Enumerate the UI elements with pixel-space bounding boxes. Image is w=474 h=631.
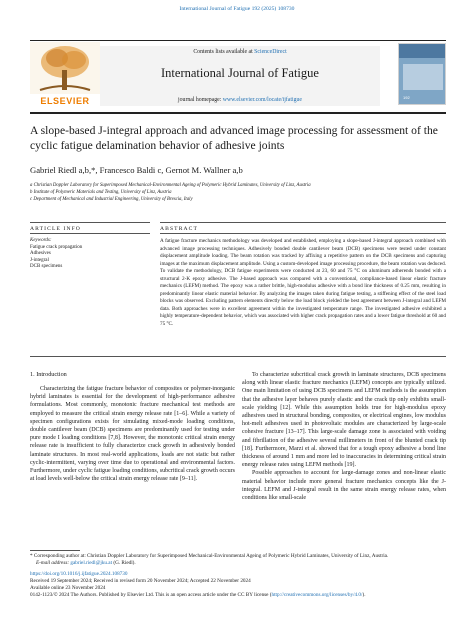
cover-image-band bbox=[403, 64, 443, 90]
contents-line bbox=[100, 49, 380, 55]
journal-cover-thumbnail[interactable] bbox=[398, 43, 446, 105]
corresponding-author-note: * Corresponding author at: Christian Doppler Laboratory for Superimposed Mechanical-Environmental Ageing of Polymeric Hybrid Laminates, University of Linz, Austria. bbox=[30, 553, 389, 559]
footnotes bbox=[30, 553, 446, 600]
abstract-subrule bbox=[160, 233, 446, 234]
homepage-line bbox=[100, 97, 380, 103]
copyright-line bbox=[30, 592, 446, 599]
header-bottom-rule bbox=[30, 112, 446, 114]
keywords-label: Keywords: bbox=[30, 238, 52, 243]
author-list[interactable]: Gabriel Riedl a,b,*, Francesco Baldi c, Gernot M. Wallner a,b bbox=[30, 165, 243, 175]
keywords-block bbox=[30, 238, 150, 271]
article-info-heading: ARTICLE INFO bbox=[30, 226, 81, 232]
copyright-prefix: 0142-1123/© 2024 The Authors. Published by Elsevier Ltd. This is an open access article under the CC BY license ( bbox=[30, 592, 272, 599]
homepage-prefix: journal homepage: bbox=[178, 97, 223, 103]
doi-link[interactable]: https://doi.org/10.1016/j.ijfatigue.2024.108730 bbox=[30, 571, 128, 578]
available-online: Available online 23 November 2024 bbox=[30, 585, 106, 592]
email-label: E-mail address: bbox=[36, 560, 71, 567]
journal-title: International Journal of Fatigue bbox=[161, 66, 319, 80]
keyword-item: Adhesives bbox=[30, 251, 51, 257]
affiliation-c: c Department of Mechanical and Industrial Engineering, University of Brescia, Italy bbox=[30, 197, 193, 203]
affiliation-b: b Institute of Polymeric Materials and Testing, University of Linz, Austria bbox=[30, 190, 172, 196]
homepage-link[interactable]: www.elsevier.com/locate/ijfatigue bbox=[222, 97, 302, 103]
email-suffix: (G. Riedl). bbox=[112, 560, 136, 567]
sciencedirect-link[interactable]: ScienceDirect bbox=[254, 49, 287, 55]
elsevier-tree-logo bbox=[30, 42, 100, 94]
keyword-item: DCB specimens bbox=[30, 264, 63, 270]
email-line bbox=[30, 560, 446, 567]
abstract-bottom-rule bbox=[30, 356, 446, 357]
keyword-item: J-integral bbox=[30, 257, 49, 263]
email-link[interactable]: gabriel.riedl@jku.at bbox=[70, 560, 113, 567]
keyword-item: Fatigue crack propagation bbox=[30, 244, 83, 250]
section-heading-introduction: 1. Introduction bbox=[30, 371, 67, 378]
cover-volume-number: 192 bbox=[403, 95, 410, 100]
journal-citation[interactable]: International Journal of Fatigue 192 (2025) 108730 bbox=[179, 6, 295, 12]
header-top-rule bbox=[30, 40, 446, 41]
affiliation-a: a Christian Doppler Laboratory for Superimposed Mechanical-Environmental Ageing of Polymeric Hybrid Laminates, University of Linz, Austria bbox=[30, 183, 311, 188]
publisher-name: ELSEVIER bbox=[40, 96, 90, 106]
contents-prefix: Contents lists available at bbox=[193, 49, 255, 55]
abstract-rule bbox=[160, 222, 446, 223]
abstract-heading: ABSTRACT bbox=[160, 226, 199, 232]
affiliations bbox=[30, 182, 446, 204]
intro-right-column bbox=[242, 371, 446, 502]
cover-header-band bbox=[399, 44, 445, 58]
article-info-subrule bbox=[30, 233, 150, 234]
intro-paragraph-1: Characterizing the fatigue fracture behavior of composites or polymer-inorganic hybrid laminates is essential for the development of high-performance adhesive formulations. Most commonly, monotonic fracture mechanical test methods are employed to measure the critical strain energy release rate [1–6]. While a variety of specimen configurations exists for simulating mixed-mode loading conditions, double cantilever beam (DCB) specimens are predominantly used for testing under pure mode I loading conditions [7,8]. However, the monotonic critical strain energy release rate is insufficient to fully characterize crack growth in adhesively bonded laminate structures. In most real-world applications, loads are not static but rather cyclic-intermittent, varying over time due to operational and environmental factors. Furthermore, under cyclic fatigue loading conditions, subcritical crack growth occurs at load levels well-below the critical strain energy release rate [9–11]. bbox=[30, 386, 235, 483]
article-info-rule bbox=[30, 222, 150, 223]
intro-left-column bbox=[30, 385, 235, 483]
intro-paragraph-3: Possible approaches to account for large-damage zones and non-linear elastic material behavior include more general fracture mechanics concepts like the J-integral. LEFM and J-integral result in the same strain energy release rates, when conditions like small-scale bbox=[242, 470, 446, 502]
article-title: A slope-based J-integral approach and advanced image processing for assessment of the cyclic fatigue delamination behavior of adhesive joints bbox=[30, 124, 438, 152]
intro-paragraph-2: To characterize subcritical crack growth in laminate structures, DCB specimens along with linear elastic fracture mechanics (LEFM) concepts are typically utilized. One main limitation of using DCB specimens and LEFM methods is the assumption that the adhesive layer behaves purely elastic and the crack tip only exhibits small-scale yielding [12]. While this assumption holds true for high-modulus epoxy adhesives used in structural bonding, composites, or electrical engines, low modulus hot-melt adhesives used in photovoltaic modules are characterized by large-scale cohesive fracture [13–17]. This large-scale damage zone is associated with voiding and fibrillation of the adhesive several millimeters in front of the blunted crack tip [18]. Furthermore, Marzi et al. showed that for a tough epoxy adhesive a bond line thickness of around 1 mm and more led to inaccuracies in determining critical strain energy release rates using LEFM methods [19]. bbox=[242, 372, 446, 469]
footnote-rule bbox=[30, 550, 80, 551]
copyright-suffix: ). bbox=[362, 592, 366, 599]
received-dates: Received 19 September 2024; Received in revised form 20 November 2024; Accepted 22 November 2024 bbox=[30, 578, 251, 585]
abstract-text: A fatigue fracture mechanics methodology was developed and established, employing a slope-based J-integral approach combined with advanced image processing techniques. Adhesively bonded double cantilever beam (DCB) specimens were tested under constant displacement amplitude loading. The beam rotation was tracked by affixing a repetitive pattern on the DCB specimens and capturing images at the maximum displacement amplitude. Using a custom-developed image processing procedure, the beam rotation was deduced. To validate the methodology, DCB fatigue experiments were conducted at 23, 60 and 75 °C on aluminum adherends bonded with a structural 2-K epoxy adhesive. The J-based approach was compared with a conventional, compliance-based linear elastic fracture mechanics (LEFM) method. The epoxy was a rather brittle, high-modulus adhesive with a bond line thickness of 0.25 mm, resulting in predominantly linear elastic material behavior. By analyzing the images taken during fatigue testing, a stiffening effect of the steel load blocks was observed. Excluding pattern elements directly below the load block yielded the best agreement between J-integral and LEFM data. Both approaches were in excellent agreement within the investigated temperature range. The investigated adhesive exhibited a highly temperature-dependent behavior, which was associated with higher crack propagation rates and a lower fatigue threshold at 60 and 75 °C. bbox=[160, 238, 446, 327]
license-link[interactable]: http://creativecommons.org/licenses/by/4.0/ bbox=[271, 592, 363, 599]
